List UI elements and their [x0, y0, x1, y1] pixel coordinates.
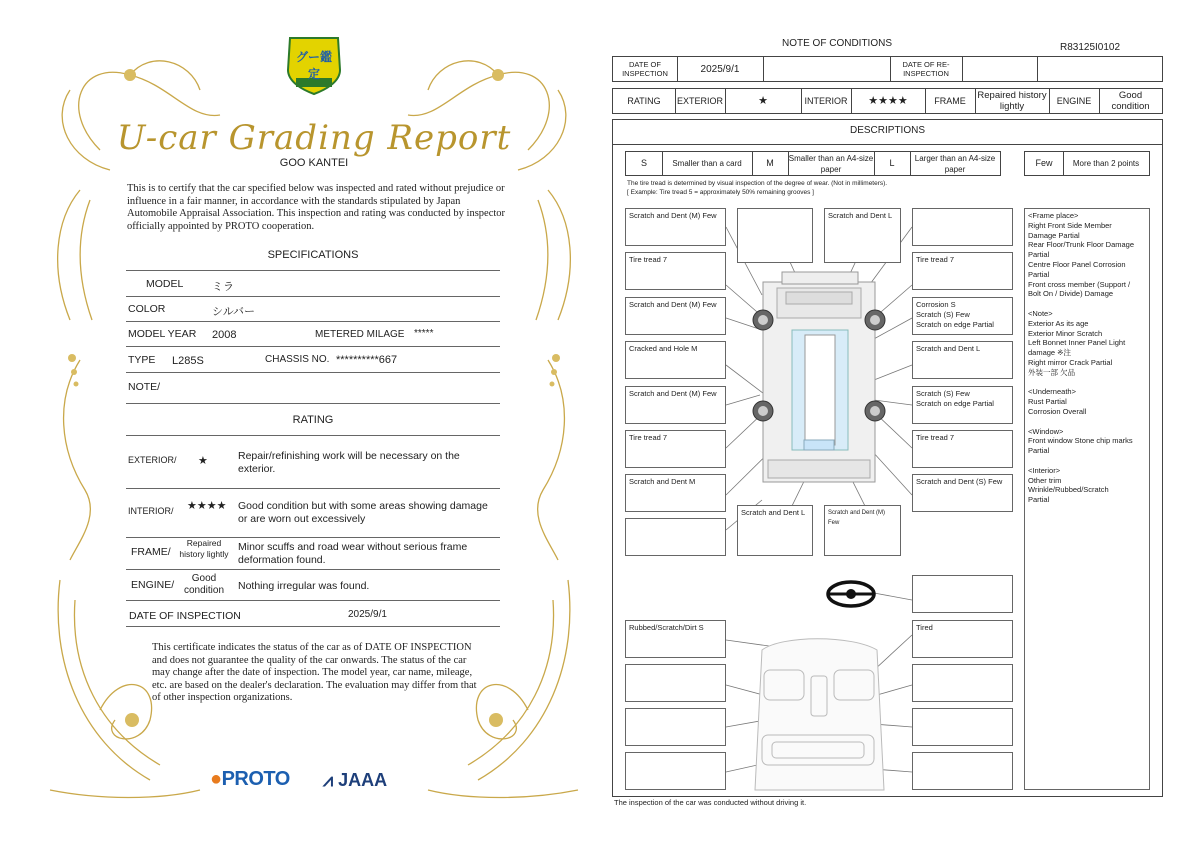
legend-s: S [640, 158, 647, 168]
size-legend [625, 151, 1001, 176]
jaaa-logo-mark: ⩘ [323, 770, 334, 790]
engine-rating: Good condition [1111, 90, 1150, 112]
condition-detail-line: Partial [1028, 250, 1050, 260]
grading-certificate [40, 20, 588, 820]
note-box-interior-right-2 [912, 664, 1013, 702]
report-id: R83125I0102 [1060, 42, 1121, 53]
note-box-front-left: Scratch and Dent (M) Few [625, 208, 726, 246]
tire-note-2: [ Example: Tire tread 5 = approximately 50% remaining grooves ] [627, 189, 814, 196]
chassis-label: CHASSIS NO. [265, 354, 330, 365]
frame-description: Minor scuffs and road wear without serious frame deformation found. [238, 541, 468, 566]
condition-details-list [1024, 208, 1150, 790]
note-box-left-3: Scratch and Dent (M) Few [625, 297, 726, 335]
condition-detail-line: Right mirror Crack Partial [1028, 357, 1113, 367]
exterior-label: EXTERIOR [676, 95, 723, 106]
badge-label: グー鑑定 [295, 50, 332, 81]
interior-description: Good condition but with some areas showing damage or are worn out excessively [238, 500, 488, 525]
note-box-interior-left-2 [625, 664, 726, 702]
interior-rating: ★★★★ [187, 500, 227, 512]
condition-detail-line: <Note> [1028, 308, 1053, 318]
condition-detail-line: Rear Floor/Trunk Floor Damage [1028, 240, 1135, 250]
descriptions-heading: DESCRIPTIONS [849, 125, 925, 136]
metered-milage-value: ***** [414, 328, 434, 339]
re-inspection-label: DATE OF RE-INSPECTION [902, 60, 950, 78]
condition-detail-line: Centre Floor Panel Corrosion [1028, 259, 1126, 269]
note-box-left-6: Tire tread 7 [625, 430, 726, 468]
frame-label: FRAME/ [131, 546, 171, 558]
tire-note-1: The tire tread is determined by visual inspection of the degree of wear. (Not in millimeters). [627, 180, 888, 187]
note-box-left-4: Cracked and Hole M [625, 341, 726, 379]
note-title: NOTE OF CONDITIONS [782, 38, 892, 49]
condition-detail-line: Front cross member (Support / [1028, 279, 1131, 289]
note-box-right-7: Scratch and Dent (S) Few [912, 474, 1013, 512]
note-box-front-right: Scratch and Dent L [824, 208, 901, 263]
frame-rating: Repaired history lightly [977, 90, 1047, 112]
condition-detail-line: Damage Partial [1028, 230, 1080, 240]
legend-s-desc: Smaller than a card [672, 159, 742, 168]
condition-detail-line [1028, 417, 1146, 427]
note-box-right-3: Corrosion S Scratch (S) Few Scratch on edge Partial [912, 297, 1013, 335]
note-footer: The inspection of the car was conducted without driving it. [614, 798, 807, 807]
note-box-front-far-right [912, 208, 1013, 246]
model-year-label: MODEL YEAR [128, 328, 197, 340]
condition-detail-line: 外装一部 欠品 [1028, 367, 1076, 377]
note-box-interior-left-4 [625, 752, 726, 790]
condition-detail-line: Other trim [1028, 475, 1062, 485]
exterior-rating: ★ [198, 455, 208, 467]
condition-detail-line: Exterior Minor Scratch [1028, 328, 1103, 338]
engine-description: Nothing irregular was found. [238, 580, 370, 592]
condition-detail-line: Partial [1028, 495, 1050, 505]
date-of-inspection-label: DATE OF INSPECTION [622, 60, 668, 78]
note-box-interior-right-3 [912, 708, 1013, 746]
certificate-footer: This certificate indicates the status of the car as of DATE OF INSPECTION and does not guarantee the quality of the car onwards. The status of the car may change after the date of inspection. The model year, car name, mileage, etc. are based on the dealer's declaration. The evaluation may differ from that of other inspection organizations. [152, 642, 477, 703]
condition-detail-line: damage ※注 [1028, 348, 1071, 358]
date-of-inspection-value: 2025/9/1 [348, 609, 387, 620]
engine-label: ENGINE/ [131, 579, 175, 591]
note-box-left-5: Scratch and Dent (M) Few [625, 386, 726, 424]
condition-detail-line: Right Front Side Member [1028, 220, 1112, 230]
note-box-left-2: Tire tread 7 [625, 252, 726, 290]
condition-detail-line [1028, 378, 1146, 388]
few-legend [1024, 151, 1150, 176]
exterior-rating: ★ [758, 94, 768, 107]
interior-label: INTERIOR/ [128, 506, 174, 516]
date-row [612, 56, 1163, 82]
engine-rating: Good condition [183, 573, 225, 596]
legend-l: L [889, 158, 895, 168]
legend-m-desc: Smaller than an A4-size paper [788, 153, 874, 174]
condition-detail-line: Rust Partial [1028, 397, 1067, 407]
condition-detail-line: Partial [1028, 269, 1050, 279]
legend-few: Few [1035, 158, 1053, 168]
note-box-interior-right-1: Tired [912, 620, 1013, 658]
condition-detail-line [1028, 299, 1146, 309]
condition-detail-line: <Window> [1028, 426, 1064, 436]
note-box-right-2: Tire tread 7 [912, 252, 1013, 290]
frame-rating: Repaired history lightly [179, 538, 229, 559]
model-year-value: 2008 [212, 329, 237, 341]
color-value: シルバー [212, 306, 255, 318]
condition-detail-line: <Frame place> [1028, 211, 1079, 220]
condition-detail-line: Left Bonnet Inner Panel Light [1028, 338, 1126, 348]
certificate-title: U-car Grading Report [116, 118, 512, 158]
proto-logo-mark: ● [210, 768, 222, 790]
note-box-right-5: Scratch (S) Few Scratch on edge Partial [912, 386, 1013, 424]
note-box-steering [912, 575, 1013, 613]
exterior-label: EXTERIOR/ [128, 455, 177, 465]
legend-m: M [766, 158, 774, 168]
date-of-inspection-label: DATE OF INSPECTION [129, 610, 241, 622]
certificate-intro: This is to certify that the car specified below was inspected and rated without prejudice or influence in a fair manner, in accordance with the standards stipulated by Japan Automobile Appraisal Association. This inspection and rating was conducted by inspector officially appointed by PROTO cooperation. [127, 183, 506, 232]
condition-detail-line: Front window Stone chip marks [1028, 436, 1133, 446]
legend-few-desc: More than 2 points [1072, 159, 1140, 168]
model-label: MODEL [146, 278, 184, 290]
condition-detail-line [1028, 456, 1146, 466]
date-of-inspection-value: 2025/9/1 [700, 63, 740, 75]
note-box-left-7: Scratch and Dent M [625, 474, 726, 512]
rating-row [612, 88, 1163, 114]
note-box-right-4: Scratch and Dent L [912, 341, 1013, 379]
type-value: L285S [172, 355, 204, 367]
note-box-rear-center: Scratch and Dent L [737, 505, 813, 556]
type-label: TYPE [128, 354, 156, 366]
engine-label: ENGINE [1056, 95, 1092, 106]
condition-detail-line: <Interior> [1028, 465, 1061, 475]
note-box-rear-right: Scratch and Dent (M) Few [824, 505, 901, 556]
note-box-interior-left-1: Rubbed/Scratch/Dirt S [625, 620, 726, 658]
condition-detail-line: Bolt On / Divide) Damage [1028, 289, 1114, 299]
condition-detail-line: Exterior As its age [1028, 318, 1089, 328]
interior-label: INTERIOR [804, 95, 848, 106]
condition-detail-line: Partial [1028, 446, 1050, 456]
interior-rating: ★★★★ [868, 94, 908, 107]
frame-label: FRAME [934, 95, 966, 106]
rating-heading: RATING [292, 414, 334, 426]
proto-logo: ●PROTO [210, 768, 290, 790]
chassis-value: **********667 [336, 354, 398, 366]
rating-label: RATING [627, 95, 661, 106]
metered-milage-label: METERED MILAGE [315, 329, 405, 340]
legend-l-desc: Larger than an A4-size paper [914, 153, 996, 174]
note-box-interior-right-4 [912, 752, 1013, 790]
certificate-subtitle: GOO KANTEI [279, 157, 349, 169]
model-value: ミラ [212, 281, 234, 293]
condition-detail-line: <Underneath> [1028, 387, 1076, 397]
exterior-description: Repair/refinishing work will be necessary on the exterior. [238, 450, 460, 475]
condition-detail-line: Corrosion Overall [1028, 406, 1087, 416]
specifications-heading: SPECIFICATIONS [267, 249, 359, 261]
condition-detail-line: Wrinkle/Rubbed/Scratch [1028, 485, 1109, 495]
note-box-interior-left-3 [625, 708, 726, 746]
color-label: COLOR [128, 303, 166, 315]
note-label: NOTE/ [128, 381, 161, 393]
note-box-right-6: Tire tread 7 [912, 430, 1013, 468]
note-box-left-8 [625, 518, 726, 556]
note-box-front-center [737, 208, 813, 263]
jaaa-logo: ⩘ JAAA [323, 770, 388, 790]
